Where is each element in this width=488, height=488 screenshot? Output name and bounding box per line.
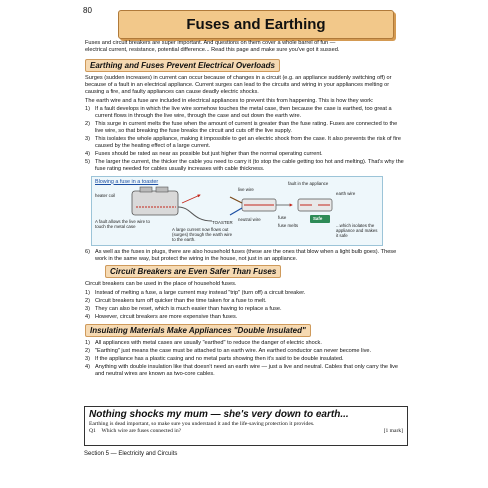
- intro-line-1: Fuses and circuit breakers are super important. And questions on them cover a whole barrel of fun —: [85, 40, 336, 46]
- list-item: 1) All appliances with metal cases are usually "earthed" to reduce the danger of electric shock.: [85, 339, 322, 346]
- intro-line-2: electrical current, resistance, potential difference... Read this page and make sure you've got it sussed.: [85, 46, 340, 53]
- list-item: 3) If the appliance has a plastic casing and no metal parts showing then it's said to be double insulated.: [85, 355, 344, 362]
- safe-label: Safe: [313, 216, 323, 222]
- fault-in-wire-label: fault in the appliance: [288, 180, 329, 186]
- fuse-melts-caption: fuse melts: [278, 222, 299, 228]
- section2-paragraph: Circuit breakers can be used in the place of household fuses.: [85, 281, 237, 288]
- summary-text: Earthing is dead important, so make sure you understand it and the life-saving protection it provides.: [89, 421, 315, 427]
- section-footer: Section 5 — Electricity and Circuits: [84, 451, 178, 457]
- page-title-banner: [118, 10, 394, 39]
- page-content: [85, 40, 407, 378]
- live-wire-label: live wire: [238, 186, 254, 192]
- section1-paragraph-1: Surges (sudden increases) in current can occur because of changes in a circuit (e.g. an appliance suddenly switching off) or because of a fault in an electrical appliance. Current surges can lead to the circuits and wiring in your appliances melting or causing a fire, and faulty appliances can cause deadly electric shocks.: [85, 74, 392, 95]
- toaster-slot: [156, 187, 168, 192]
- section-heading-circuit-breakers: Circuit Breakers are Even Safer Than Fuses: [105, 265, 281, 278]
- page-number: 80: [83, 6, 92, 15]
- question-text: Which wire are fuses connected in?: [101, 428, 182, 434]
- list-item: 2) Circuit breakers turn off quicker than the time taken for a fuse to melt.: [85, 298, 267, 305]
- heater-coil-label: heater coil: [95, 192, 116, 198]
- page-title: Fuses and Earthing: [186, 16, 326, 33]
- intro-paragraph: [85, 40, 407, 54]
- section1-paragraph-2: The earth wire and a fuse are included in electrical appliances to prevent this from happening. This is how they work:: [85, 97, 374, 104]
- neutral-wire-line: [230, 208, 242, 215]
- live-wire-line: [230, 197, 242, 203]
- toaster-cable: [178, 207, 212, 221]
- isolates-caption: ...which isolates the appliance and makes it safe: [336, 222, 378, 238]
- circuit-breaker-list: [85, 290, 407, 321]
- earthing-steps-list: [85, 106, 407, 172]
- list-item: 1) Instead of melting a fuse, a large current may instead "trip" (turn off) a circuit breaker.: [85, 290, 306, 297]
- toaster-slot: [140, 187, 152, 192]
- diagram-title: Blowing a fuse in a toaster: [95, 178, 159, 185]
- list-item: 4) However, circuit breakers are more expensive than fuses.: [85, 314, 238, 321]
- current-arrow: [182, 195, 200, 203]
- list-item: 5) The larger the current, the thicker the cable you need to carry it (to stop the cable getting too hot and melting). That's why the fuse rating needed for cables usually increases with cable thickness.: [85, 158, 404, 172]
- list-item: 4) Anything with double insulation like that doesn't need an earth wire — just a live and neutral. Cables that only carry the live and neutral wires are known as two-core cables.: [85, 363, 398, 377]
- list-item: 2) This surge in current melts the fuse when the amount of current is greater than the fuse rating. Fuses are connected to the live wire, so that breaking the fuse breaks the circuit and cuts off the live supply.: [85, 121, 398, 135]
- list-item: 3) They can also be reset, which is much easier than having to replace a fuse.: [85, 306, 282, 313]
- fuse-label: fuse: [278, 214, 287, 220]
- earth-wire-label: earth wire: [336, 190, 356, 196]
- section-heading-earthing: Earthing and Fuses Prevent Electrical Overloads: [85, 59, 280, 72]
- toaster-fuse-diagram: [91, 176, 383, 246]
- household-fuses-item: [85, 249, 407, 263]
- list-item: 3) This isolates the whole appliance, making it impossible to get an electric shock from the case. It also prevents the risk of fire caused by the heating effect of a large current.: [85, 136, 401, 149]
- list-item: 1) If a fault develops in which the live wire somehow touches the metal case, then because the case is earthed, too great a current flows in through the live wire, through the case and out down the earth wire.: [85, 106, 392, 120]
- question-marks: [1 mark]: [383, 428, 403, 434]
- summary-box: [84, 406, 408, 446]
- section-heading-insulation: Insulating Materials Make Appliances "Double Insulated": [85, 324, 311, 337]
- neutral-wire-label: neutral wire: [238, 216, 261, 222]
- toaster-body: [132, 191, 178, 215]
- question-number: Q1: [89, 428, 96, 434]
- list-item: 6) As well as the fuses in plugs, there are also household fuses (these are the ones that blow when a light bulb goes). These work in the same way, but protect the wiring in the house, not just in an appliance.: [85, 248, 397, 262]
- insulation-list: [85, 340, 407, 378]
- current-caption: A large current now flows out (surges) through the earth wire to the earth.: [172, 226, 233, 242]
- toaster-label: TOASTER: [212, 219, 233, 225]
- summary-heading: Nothing shocks my mum — she's very down to earth...: [89, 409, 349, 420]
- fault-caption: A fault allows the live wire to touch the metal case: [95, 218, 150, 229]
- list-item: 2) "Earthing" just means the case must be attached to an earth wire. An earthed conductor can never become live.: [85, 347, 372, 354]
- exam-question: [89, 428, 403, 435]
- list-item: 4) Fuses should be rated as near as possible but just higher than the normal operating current.: [85, 150, 323, 157]
